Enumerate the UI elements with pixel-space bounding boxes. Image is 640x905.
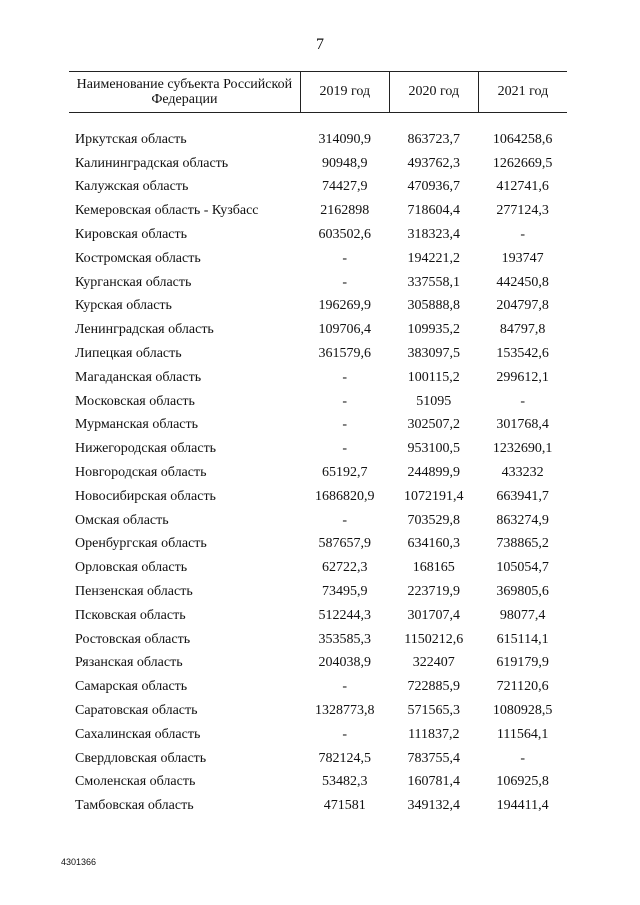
value-2020-cell: 302507,2 — [407, 417, 461, 433]
header-year-2019: 2019 год — [300, 72, 389, 113]
value-2019-cell: 1328773,8 — [315, 703, 375, 719]
value-2020-cell: 718604,4 — [407, 203, 461, 219]
value-2019-cell: 74427,9 — [322, 179, 368, 195]
table-header-row — [69, 72, 567, 113]
document-code: 4301366 — [61, 857, 97, 867]
value-2021-cell: 301768,4 — [496, 417, 549, 433]
table-row — [69, 699, 567, 723]
table-row — [69, 580, 567, 604]
value-2019-cell: - — [342, 679, 348, 695]
value-2019-cell: - — [342, 441, 348, 457]
table-row — [69, 652, 567, 676]
region-name-cell: Свердловская область — [75, 750, 207, 766]
value-2019-cell: 353585,3 — [318, 631, 372, 647]
region-name-cell: Курская область — [75, 298, 172, 314]
value-2020-cell: 194221,2 — [407, 250, 461, 266]
value-2021-cell: 194411,4 — [496, 798, 549, 814]
value-2021-cell: 863274,9 — [496, 512, 549, 528]
value-2019-cell: 65192,7 — [322, 465, 368, 481]
value-2019-cell: - — [342, 726, 348, 742]
region-name-cell: Иркутская область — [75, 131, 187, 147]
value-2020-cell: 634160,3 — [407, 536, 461, 552]
table-row — [69, 747, 567, 771]
value-2021-cell: 369805,6 — [496, 584, 549, 600]
table-row — [69, 556, 567, 580]
value-2021-cell: 277124,3 — [496, 203, 549, 219]
region-name-cell: Калужская область — [75, 179, 189, 195]
table-row — [69, 152, 567, 176]
value-2021-cell: 84797,8 — [499, 322, 546, 338]
region-name-cell: Нижегородская область — [75, 441, 217, 457]
table-row — [69, 176, 567, 200]
value-2021-cell: 738865,2 — [496, 536, 549, 552]
value-2020-cell: 337558,1 — [407, 274, 461, 290]
region-name-cell: Новгородская область — [75, 465, 207, 481]
value-2020-cell: 318323,4 — [407, 227, 461, 243]
region-name-cell: Магаданская область — [75, 369, 202, 385]
table-row — [69, 461, 567, 485]
value-2020-cell: 305888,8 — [407, 298, 461, 314]
region-name-cell: Сахалинская область — [75, 726, 201, 742]
table-row — [69, 318, 567, 342]
table-row — [69, 199, 567, 223]
value-2021-cell: - — [520, 750, 525, 766]
table-row — [69, 247, 567, 271]
region-name-cell: Смоленская область — [75, 774, 196, 790]
table-row — [69, 128, 567, 152]
region-name-cell: Ростовская область — [75, 631, 191, 647]
region-name-cell: Тамбовская область — [75, 798, 194, 814]
value-2021-cell: 619179,9 — [496, 655, 549, 671]
value-2020-cell: 301707,4 — [407, 607, 461, 623]
region-name-cell: Ленинградская область — [75, 322, 214, 338]
value-2020-cell: 1072191,4 — [404, 488, 464, 504]
header-year-2021: 2021 год — [478, 72, 567, 113]
value-2019-cell: 603502,6 — [318, 227, 372, 243]
value-2021-cell: 106925,8 — [496, 774, 549, 790]
value-2021-cell: 1262669,5 — [492, 155, 553, 171]
region-name-cell: Оренбургская область — [75, 536, 207, 552]
value-2019-cell: 73495,9 — [322, 584, 368, 600]
value-2019-cell: 2162898 — [320, 203, 370, 219]
value-2019-cell: - — [342, 417, 348, 433]
table-body — [69, 113, 567, 819]
value-2019-cell: - — [342, 274, 348, 290]
region-name-cell: Костромская область — [75, 250, 201, 266]
table-row — [69, 771, 567, 795]
value-2020-cell: 160781,4 — [407, 774, 461, 790]
table-row — [69, 342, 567, 366]
value-2020-cell: 470936,7 — [407, 179, 461, 195]
value-2019-cell: 90948,9 — [322, 155, 368, 171]
value-2020-cell: 223719,9 — [407, 584, 461, 600]
value-2020-cell: 111837,2 — [408, 726, 460, 742]
table-row — [69, 628, 567, 652]
table-row — [69, 533, 567, 557]
value-2020-cell: 722885,9 — [407, 679, 461, 695]
region-name-cell: Калининградская область — [75, 155, 229, 171]
region-name-cell: Омская область — [75, 512, 169, 528]
region-name-cell: Московская область — [75, 393, 195, 409]
value-2019-cell: 314090,9 — [318, 131, 372, 147]
value-2020-cell: 783755,4 — [407, 750, 461, 766]
value-2021-cell: - — [520, 227, 525, 243]
value-2019-cell: 361579,6 — [318, 346, 372, 362]
value-2019-cell: - — [342, 512, 348, 528]
value-2021-cell: 1080928,5 — [492, 703, 553, 719]
value-2019-cell: 782124,5 — [318, 750, 372, 766]
region-name-cell: Пензенская область — [75, 584, 193, 600]
value-2019-cell: - — [342, 393, 348, 409]
region-name-cell: Саратовская область — [75, 703, 198, 719]
value-2021-cell: 204797,8 — [496, 298, 549, 314]
table-row — [69, 414, 567, 438]
value-2021-cell: - — [520, 393, 525, 409]
value-2020-cell: 703529,8 — [407, 512, 461, 528]
value-2019-cell: 471581 — [323, 798, 366, 814]
table-row — [69, 794, 567, 818]
value-2020-cell: 383097,5 — [407, 346, 461, 362]
value-2021-cell: 663941,7 — [496, 488, 549, 504]
table-row — [69, 437, 567, 461]
value-2020-cell: 349132,4 — [407, 798, 461, 814]
table-row — [69, 485, 567, 509]
value-2020-cell: 493762,3 — [407, 155, 461, 171]
region-name-cell: Рязанская область — [75, 655, 183, 671]
region-name-cell: Курганская область — [75, 274, 192, 290]
table-row — [69, 390, 567, 414]
value-2021-cell: 299612,1 — [496, 369, 549, 385]
value-2019-cell: 53482,3 — [322, 774, 368, 790]
regions-table — [69, 71, 567, 818]
value-2019-cell: 512244,3 — [318, 607, 372, 623]
region-name-cell: Псковская область — [75, 607, 186, 623]
table-row — [69, 509, 567, 533]
value-2021-cell: 615114,1 — [496, 631, 549, 647]
header-year-2020: 2020 год — [389, 72, 478, 113]
table-row — [69, 295, 567, 319]
value-2020-cell: 863723,7 — [407, 131, 461, 147]
value-2021-cell: 721120,6 — [496, 679, 549, 695]
header-spacer — [69, 113, 567, 129]
region-name-cell: Кировская область — [75, 227, 188, 243]
value-2019-cell: 1686820,9 — [315, 488, 375, 504]
value-2019-cell: 109706,4 — [318, 322, 372, 338]
value-2020-cell: 109935,2 — [407, 322, 461, 338]
table-row — [69, 223, 567, 247]
value-2021-cell: 433232 — [501, 465, 544, 481]
region-name-cell: Мурманская область — [75, 417, 199, 433]
value-2020-cell: 244899,9 — [407, 465, 461, 481]
value-2021-cell: 153542,6 — [496, 346, 549, 362]
value-2020-cell: 953100,5 — [407, 441, 461, 457]
value-2020-cell: 51095 — [416, 393, 452, 409]
value-2019-cell: 62722,3 — [322, 560, 368, 576]
value-2021-cell: 105054,7 — [496, 560, 549, 576]
table-row — [69, 366, 567, 390]
value-2021-cell: 412741,6 — [496, 179, 549, 195]
region-name-cell: Липецкая область — [75, 346, 182, 362]
value-2019-cell: 587657,9 — [318, 536, 372, 552]
region-name-cell: Орловская область — [75, 560, 188, 576]
value-2020-cell: 322407 — [412, 655, 455, 671]
value-2019-cell: - — [342, 369, 348, 385]
table-row — [69, 675, 567, 699]
region-name-cell: Самарская область — [75, 679, 188, 695]
value-2021-cell: 111564,1 — [496, 726, 549, 742]
value-2019-cell: - — [342, 250, 348, 266]
value-2020-cell: 1150212,6 — [404, 631, 464, 647]
table-row — [69, 723, 567, 747]
value-2021-cell: 193747 — [501, 250, 544, 266]
page-number: 7 — [316, 36, 324, 53]
table-row — [69, 271, 567, 295]
value-2020-cell: 168165 — [412, 560, 455, 576]
value-2019-cell: 196269,9 — [318, 298, 372, 314]
value-2021-cell: 1064258,6 — [492, 131, 553, 147]
value-2021-cell: 98077,4 — [499, 607, 546, 623]
value-2021-cell: 1232690,1 — [492, 441, 553, 457]
value-2020-cell: 100115,2 — [407, 369, 460, 385]
header-region-name: Наименование субъекта Российской Федерации — [69, 72, 300, 113]
value-2021-cell: 442450,8 — [496, 274, 549, 290]
value-2019-cell: 204038,9 — [318, 655, 372, 671]
value-2020-cell: 571565,3 — [407, 703, 461, 719]
region-name-cell: Новосибирская область — [75, 488, 216, 504]
table-row — [69, 604, 567, 628]
region-name-cell: Кемеровская область - Кузбасс — [75, 203, 259, 219]
